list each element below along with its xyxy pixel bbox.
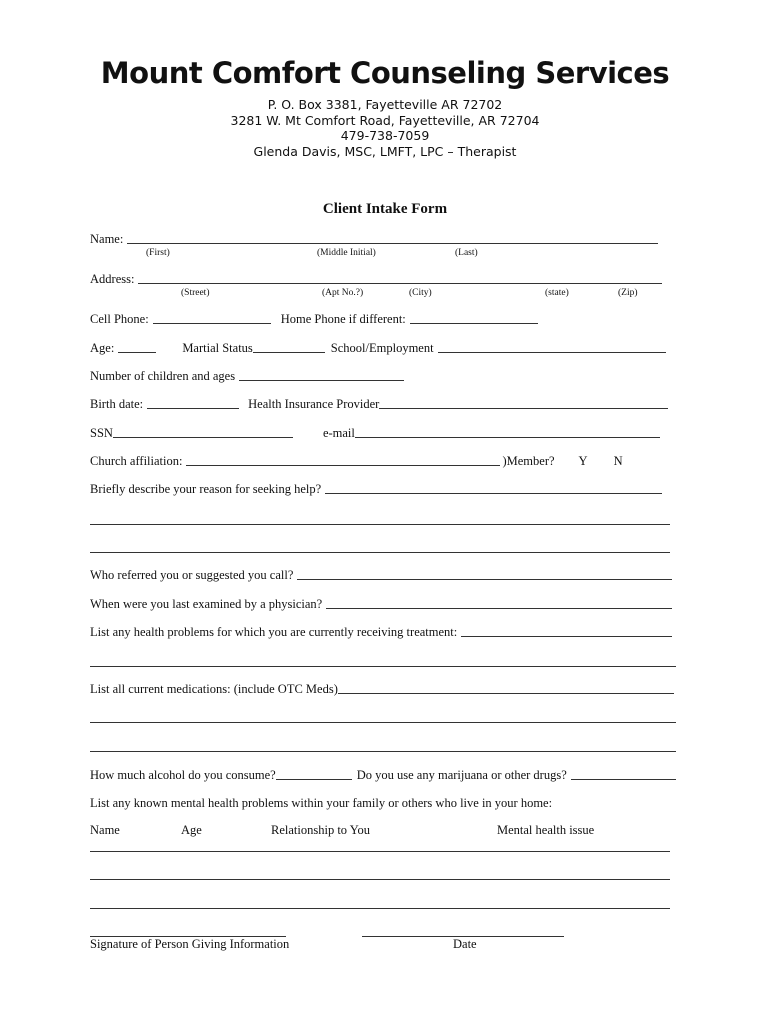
member-no-option[interactable]: N: [613, 454, 623, 468]
church-label: Church affiliation:: [90, 454, 183, 468]
email-field[interactable]: [355, 437, 660, 438]
cell-phone-field[interactable]: [153, 323, 271, 324]
address-line-2: 3281 W. Mt Comfort Road, Fayetteville, AR 72704: [230, 113, 540, 128]
family-history-label: List any known mental health problems within your family or others who live in your home:: [90, 796, 553, 810]
examined-field[interactable]: [326, 608, 672, 609]
last-name-sublabel: (Last): [455, 248, 478, 258]
children-row: [90, 367, 406, 385]
marital-status-field[interactable]: [253, 352, 325, 353]
address-row: [90, 270, 664, 288]
health-problems-field[interactable]: [461, 636, 672, 637]
reason-label: Briefly describe your reason for seeking help?: [90, 482, 322, 496]
marital-status-label: Martial Status: [182, 341, 253, 355]
reason-line-2[interactable]: [90, 524, 670, 525]
address-label: Address:: [90, 272, 135, 286]
drugs-label: Do you use any marijuana or other drugs?: [356, 768, 567, 782]
name-label: Name:: [90, 232, 124, 246]
phone-number: 479-738-7059: [340, 128, 430, 143]
family-row: [90, 794, 678, 812]
birth-date-label: Birth date:: [90, 397, 144, 411]
examined-row: [90, 595, 674, 613]
alcohol-field[interactable]: [276, 779, 352, 780]
date-label: Date: [453, 937, 477, 951]
apt-sublabel: (Apt No.?): [322, 288, 364, 298]
substance-row: [90, 766, 678, 784]
signature-label: Signature of Person Giving Information: [90, 937, 290, 951]
phone-row: [90, 310, 540, 328]
reason-field[interactable]: [325, 493, 662, 494]
family-col-name: Name: [90, 823, 120, 837]
medications-line-3[interactable]: [90, 751, 676, 752]
cell-phone-label: Cell Phone:: [90, 312, 149, 326]
school-employment-label: School/Employment: [330, 341, 434, 355]
state-sublabel: (state): [545, 288, 569, 298]
ssn-field[interactable]: [113, 437, 293, 438]
family-col-issue: Mental health issue: [497, 823, 595, 837]
age-field[interactable]: [118, 352, 156, 353]
family-col-relationship: Relationship to You: [271, 823, 370, 837]
org-name: Mount Comfort Counseling Services: [100, 56, 670, 90]
insurance-field[interactable]: [379, 408, 668, 409]
examined-label: When were you last examined by a physician?: [90, 597, 323, 611]
birth-date-field[interactable]: [147, 408, 239, 409]
ssn-row: [90, 424, 662, 442]
zip-sublabel: (Zip): [618, 288, 638, 298]
family-line-1[interactable]: [90, 851, 670, 852]
name-field[interactable]: [127, 243, 658, 244]
family-line-2[interactable]: [90, 879, 670, 880]
children-label: Number of children and ages: [90, 369, 236, 383]
health-row: [90, 623, 674, 641]
children-field[interactable]: [239, 380, 404, 381]
address-line-1: P. O. Box 3381, Fayetteville AR 72702: [267, 97, 503, 112]
drugs-field[interactable]: [571, 779, 676, 780]
first-name-sublabel: (First): [146, 248, 170, 258]
referred-field[interactable]: [297, 579, 672, 580]
middle-initial-sublabel: (Middle Initial): [317, 248, 376, 258]
reason-row: [90, 480, 664, 498]
age-label: Age:: [90, 341, 115, 355]
form-title: Client Intake Form: [322, 201, 448, 217]
age-row: [90, 339, 668, 357]
insurance-label: Health Insurance Provider: [248, 397, 380, 411]
school-employment-field[interactable]: [438, 352, 666, 353]
therapist-name: Glenda Davis, MSC, LMFT, LPC – Therapist: [253, 144, 517, 159]
reason-line-3[interactable]: [90, 552, 670, 553]
family-line-3[interactable]: [90, 908, 670, 909]
church-field[interactable]: [186, 465, 500, 466]
name-row: [90, 230, 660, 248]
referred-label: Who referred you or suggested you call?: [90, 568, 294, 582]
family-col-age: Age: [181, 823, 202, 837]
birth-row: [90, 395, 670, 413]
health-line-2[interactable]: [90, 666, 676, 667]
email-label: e-mail: [322, 426, 355, 440]
home-phone-field[interactable]: [410, 323, 538, 324]
address-field[interactable]: [138, 283, 662, 284]
home-phone-label: Home Phone if different:: [280, 312, 406, 326]
church-row: [90, 452, 630, 470]
health-problems-label: List any health problems for which you are currently receiving treatment:: [90, 625, 458, 639]
medications-label: List all current medications: (include OTC Meds): [90, 682, 338, 696]
member-label: )Member?: [502, 454, 555, 468]
city-sublabel: (City): [409, 288, 432, 298]
ssn-label: SSN: [90, 426, 113, 440]
referred-row: [90, 566, 674, 584]
medications-line-2[interactable]: [90, 722, 676, 723]
member-yes-option[interactable]: Y: [578, 454, 588, 468]
alcohol-label: How much alcohol do you consume?: [90, 768, 276, 782]
medications-row: [90, 680, 676, 698]
medications-field[interactable]: [338, 693, 674, 694]
street-sublabel: (Street): [181, 288, 210, 298]
